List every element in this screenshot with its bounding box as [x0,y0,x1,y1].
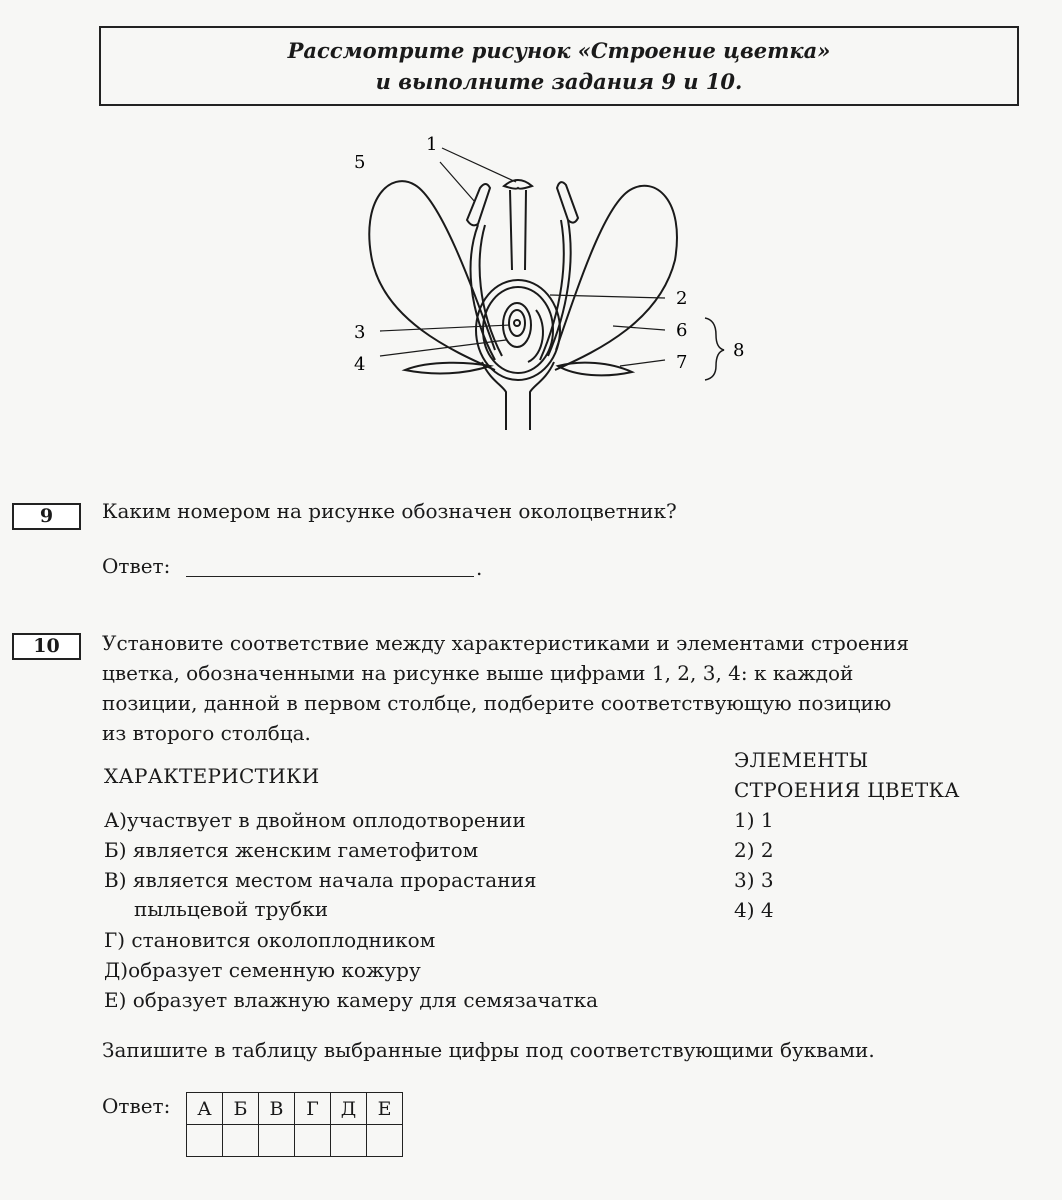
characteristic-v: В) является местом начала прорастания [104,868,537,892]
label-7: 7 [676,352,688,373]
label-5: 5 [354,152,366,173]
answer-table-header-row [187,1093,403,1125]
element-option-1: 1) 1 [734,808,774,832]
label-2: 2 [676,288,688,309]
characteristic-a: А)участвует в двойном оплодотворении [104,808,526,832]
question-9-text: Каким номером на рисунке обозначен околоцветник? [102,499,677,523]
answer-header-d: Д [331,1093,367,1125]
characteristic-g: Г) становится околоплодником [104,928,436,952]
header-line-2: и выполните задания 9 и 10. [375,69,743,94]
answer-cell-b[interactable] [223,1125,259,1157]
characteristic-d: Д)образует семенную кожуру [104,958,421,982]
left-anther [467,184,490,225]
element-option-4: 4) 4 [734,898,774,922]
right-sepal [558,363,632,376]
answer-header-b: Б [223,1093,259,1125]
characteristic-e: Е) образует влажную камеру для семязачатка [104,988,599,1012]
elements-heading-line-1: ЭЛЕМЕНТЫ [734,748,869,772]
answer-cell-v[interactable] [259,1125,295,1157]
label-6: 6 [676,320,688,341]
question-9-answer-field[interactable] [186,576,474,577]
answer-table-input-row [187,1125,403,1157]
embryo-sac [509,310,525,336]
answer-cell-e[interactable] [367,1125,403,1157]
question-10-text [102,628,1022,748]
answer-cell-a[interactable] [187,1125,223,1157]
egg-cell [514,320,520,326]
pistil-stigma [504,180,532,189]
characteristic-b: Б) является женским гаметофитом [104,838,479,862]
characteristics-heading: ХАРАКТЕРИСТИКИ [104,764,320,788]
question-9-answer-end: . [476,556,483,580]
question-9-number: 9 [12,503,81,530]
question-9-answer-label: Ответ: [102,554,171,578]
question-10-number: 10 [12,633,81,660]
label-1: 1 [426,134,438,155]
pistil-style [510,190,526,270]
right-anther [557,182,578,222]
table-instruction: Запишите в таблицу выбранные цифры под соответствующими буквами. [102,1038,875,1062]
question-10-line: позиции, данной в первом столбце, подберите соответствующую позицию [102,691,892,715]
answer-header-g: Г [295,1093,331,1125]
characteristic-v-continued: пыльцевой трубки [134,897,329,921]
element-option-3: 3) 3 [734,868,774,892]
task-header [99,26,1019,106]
answer-header-e: Е [367,1093,403,1125]
header-line-1: Рассмотрите рисунок «Строение цветка» [287,38,831,63]
element-option-2: 2) 2 [734,838,774,862]
label-3: 3 [354,322,366,343]
answer-header-a: А [187,1093,223,1125]
answer-header-v: В [259,1093,295,1125]
label-4: 4 [354,354,366,375]
question-10-line: Установите соответствие между характеристиками и элементами строения [102,631,909,655]
flower-structure-diagram [330,130,770,440]
question-10-line: цветка, обозначенными на рисунке выше цифрами 1, 2, 3, 4: к каждой [102,661,854,685]
answer-cell-d[interactable] [331,1125,367,1157]
answer-cell-g[interactable] [295,1125,331,1157]
left-sepal [405,363,490,374]
question-10-line: из второго столбца. [102,721,311,745]
label-8: 8 [733,340,745,361]
right-petal [555,186,677,370]
question-10-answer-label: Ответ: [102,1094,171,1118]
brace-8 [705,318,724,380]
answer-table [186,1092,403,1157]
elements-heading-line-2: СТРОЕНИЯ ЦВЕТКА [734,778,960,802]
